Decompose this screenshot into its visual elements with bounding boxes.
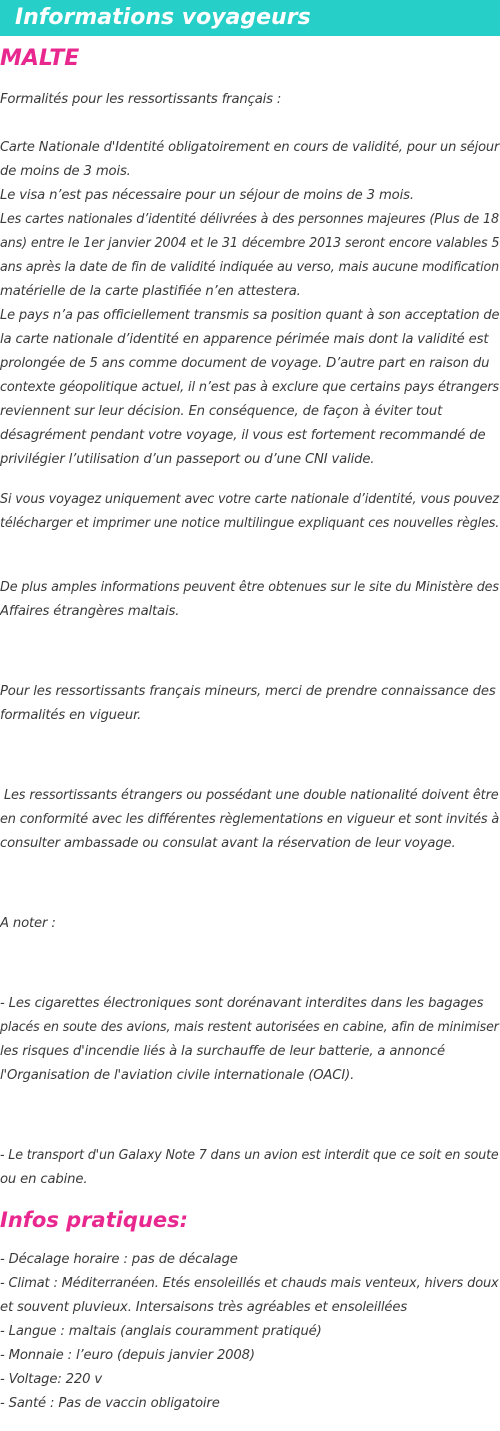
country-heading: MALTE [0,46,80,71]
text-line: placés en soute des avions, mais restent autorisées en cabine, afin de minimiser [0,1020,499,1035]
text-line: - Les cigarettes électroniques sont dorénavant interdites dans les bagages [0,996,484,1011]
text-line: en conformité avec les différentes règlementations en vigueur et sont invités à [0,812,500,827]
text-line: désagrément pendant votre voyage, il vous est fortement recommandé de [0,428,486,443]
notice-paragraph [0,488,500,536]
text-line: l'Organisation de l'aviation civile internationale (OACI). [0,1068,355,1083]
text-line: Si vous voyagez uniquement avec votre carte nationale d’identité, vous pouvez [0,492,499,507]
text-line: ans) entre le 1er janvier 2004 et le 31 décembre 2013 seront encore valables 5 [0,236,500,251]
text-line: De plus amples informations peuvent être obtenues sur le site du Ministère des [0,580,499,595]
list-item: - Santé : Pas de vaccin obligatoire [0,1396,220,1411]
text-line: - Le transport d'un Galaxy Note 7 dans un avion est interdit que ce soit en soute [0,1148,499,1163]
note-label [0,912,500,936]
foreigners-paragraph [0,784,500,856]
identity-paragraph [0,136,500,472]
text-line: ans après la date de fin de validité indiquée au verso, mais aucune modification [0,260,500,275]
text-line: A noter : [0,916,56,931]
text-line: ou en cabine. [0,1172,88,1187]
text-line: contexte géopolitique actuel, il n’est pas à exclure que certains pays étrangers [0,380,499,395]
list-item: - Climat : Méditerranéen. Etés ensoleillés et chauds mais venteux, hivers doux [0,1276,499,1291]
list-item: - Langue : maltais (anglais couramment pratiqué) [0,1324,322,1339]
text-line: prolongée de 5 ans comme document de voyage. D’autre part en raison du [0,356,490,371]
text-line: Le pays n’a pas officiellement transmis sa position quant à son acceptation de [0,308,500,323]
text-line: Carte Nationale d'Identité obligatoirement en cours de validité, pour un séjour [0,140,500,155]
header-bar [0,0,500,36]
text-line: les risques d'incendie liés à la surchauffe de leur batterie, a annoncé [0,1044,445,1059]
intro-line: Formalités pour les ressortissants français : [0,92,282,107]
galaxy-paragraph [0,1144,500,1192]
list-item: - Voltage: 220 v [0,1372,103,1387]
text-line: Les ressortissants étrangers ou possédant une double nationalité doivent être [0,788,499,803]
minors-paragraph [0,680,500,728]
text-line: Le visa n’est pas nécessaire pour un séjour de moins de 3 mois. [0,188,414,203]
list-item: - Décalage horaire : pas de décalage [0,1252,238,1267]
text-line: Les cartes nationales d’identité délivrées à des personnes majeures (Plus de 18 [0,212,499,227]
text-line: Pour les ressortissants français mineurs, merci de prendre connaissance des [0,684,496,699]
text-line: consulter ambassade ou consulat avant la réservation de leur voyage. [0,836,456,851]
page-title: Informations voyageurs [15,5,311,30]
text-line: reviennent sur leur décision. En conséquence, de façon à éviter tout [0,404,443,419]
text-line: télécharger et imprimer une notice multilingue expliquant ces nouvelles règles. [0,516,500,531]
text-line: la carte nationale d’identité en apparence périmée mais dont la validité est [0,332,489,347]
intro-text [0,88,500,112]
text-line: Affaires étrangères maltais. [0,604,180,619]
ministry-paragraph [0,576,500,624]
ecig-paragraph [0,992,500,1088]
list-item: - Monnaie : l’euro (depuis janvier 2008) [0,1348,255,1363]
practical-info-heading: Infos pratiques: [0,1208,189,1232]
text-line: de moins de 3 mois. [0,164,131,179]
text-line: privilégier l’utilisation d’un passeport ou d’une CNI valide. [0,452,375,467]
list-item: et souvent pluvieux. Intersaisons très agréables et ensoleillées [0,1300,408,1315]
text-line: matérielle de la carte plastifiée n’en attestera. [0,284,301,299]
text-line: formalités en vigueur. [0,708,142,723]
practical-info-list [0,1248,500,1416]
